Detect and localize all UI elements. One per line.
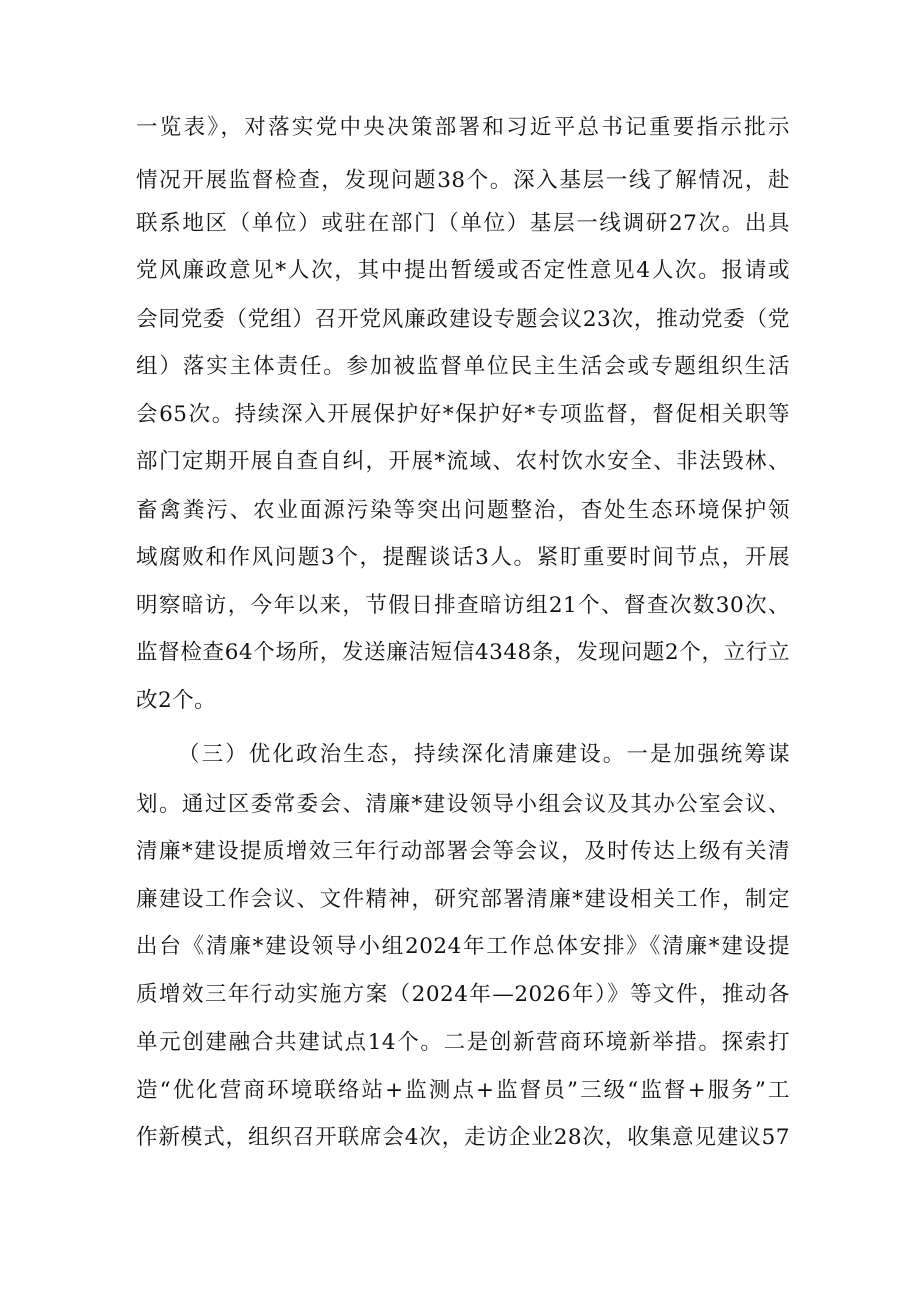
text-line: 作新模式，组织召开联席会4次，走访企业28次，收集意见建议57 — [136, 1125, 790, 1150]
text-line: 明察暗访，今年以来，节假日排查暗访组21个、督查次数30次、 — [136, 593, 790, 618]
text-line: 出台《清廉*建设领导小组2024年工作总体安排》《清廉*建设提 — [136, 934, 790, 959]
text-line: 域腐败和作风问题3个，提醒谈话3人。紧盯重要时间节点，开展 — [136, 545, 790, 570]
text-line: 质增效三年行动实施方案（2024年—2026年）》等文件，推动各 — [136, 982, 790, 1007]
text-line: 清廉*建设提质增效三年行动部署会等会议，及时传达上级有关清 — [136, 839, 790, 864]
text-line: 监督检查64个场所，发送廉洁短信4348条，发现问题2个，立行立 — [136, 640, 790, 665]
text-line: 一览表》，对落实党中央决策部署和习近平总书记重要指示批示 — [136, 115, 790, 140]
text-line: 联系地区（单位）或驻在部门（单位）基层一线调研27次。出具 — [136, 211, 790, 236]
paragraph-heading-line: （三）优化政治生态，持续深化清廉建设。一是加强统筹谋 — [178, 742, 790, 767]
text-line: 情况开展监督检查，发现问题38个。深入基层一线了解情况，赴 — [136, 168, 790, 193]
text-line: 划。通过区委常委会、清廉*建设领导小组会议及其办公室会议、 — [136, 792, 790, 817]
text-line: 会65次。持续深入开展保护好*保护好*专项监督，督促相关职等 — [136, 402, 790, 427]
text-line: 廉建设工作会议、文件精神，研究部署清廉*建设相关工作，制定 — [136, 887, 790, 912]
text-line: 部门定期开展自查自纠，开展*流域、农村饮水安全、非法毁林、 — [136, 449, 790, 474]
text-line: 单元创建融合共建试点14个。二是创新营商环境新举措。探索打 — [136, 1030, 790, 1055]
text-line: 组）落实主体责任。参加被监督单位民主生活会或专题组织生活 — [136, 354, 790, 379]
text-line: 党风廉政意见*人次，其中提出暂缓或否定性意见4人次。报请或 — [136, 258, 790, 283]
text-line: 会同党委（党组）召开党风廉政建设专题会议23次，推动党委（党 — [136, 307, 790, 332]
text-line: 畜禽粪污、农业面源污染等突出问题整治，杳处生态环境保护领 — [136, 498, 790, 523]
text-line: 改2个。 — [136, 688, 217, 713]
text-line: 造“优化营商环境联络站+监测点+监督员”三级“监督+服务”工 — [136, 1078, 790, 1103]
